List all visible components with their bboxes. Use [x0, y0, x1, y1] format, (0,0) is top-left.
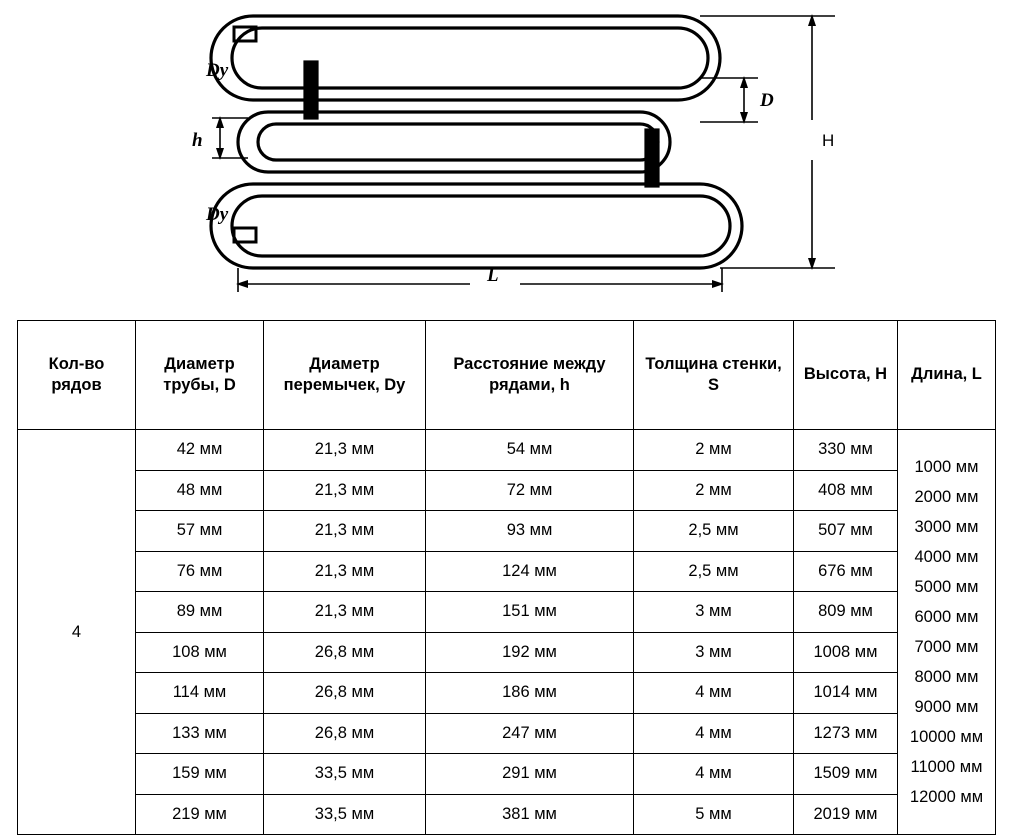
- table-body: [18, 430, 996, 835]
- table-row: [18, 713, 996, 754]
- cell-h: 186 мм: [426, 673, 634, 714]
- label-h: h: [192, 130, 203, 151]
- length-option: 8000 мм: [914, 668, 979, 687]
- cell-h: 54 мм: [426, 430, 634, 471]
- cell-h: 93 мм: [426, 511, 634, 552]
- cell-dy: 26,8 мм: [264, 713, 426, 754]
- cell-h: 291 мм: [426, 754, 634, 795]
- cell-d: 114 мм: [136, 673, 264, 714]
- cell-dy: 33,5 мм: [264, 754, 426, 795]
- pipe-outline: [211, 16, 720, 100]
- cell-height: 1014 мм: [794, 673, 898, 714]
- label-H: H: [822, 131, 835, 150]
- cell-dy: 21,3 мм: [264, 551, 426, 592]
- label-Dy-bottom: Dy: [206, 204, 229, 225]
- table-row: [18, 470, 996, 511]
- diagram-area: [0, 0, 1012, 312]
- coil-diagram: [0, 0, 1012, 312]
- cell-s: 2 мм: [634, 430, 794, 471]
- pipe-outline-2: [238, 112, 670, 172]
- cell-s: 3 мм: [634, 592, 794, 633]
- cell-height: 330 мм: [794, 430, 898, 471]
- cell-height: 809 мм: [794, 592, 898, 633]
- cell-d: 89 мм: [136, 592, 264, 633]
- length-option: 3000 мм: [914, 517, 979, 536]
- cell-height: 1008 мм: [794, 632, 898, 673]
- label-L: L: [487, 265, 499, 286]
- cell-s: 2 мм: [634, 470, 794, 511]
- pipe-outline-3: [211, 184, 742, 268]
- table-row: [18, 511, 996, 552]
- cell-lengths: [898, 430, 996, 835]
- cell-d: 108 мм: [136, 632, 264, 673]
- cell-s: 3 мм: [634, 632, 794, 673]
- length-option: 6000 мм: [914, 607, 979, 626]
- length-option: 1000 мм: [914, 457, 979, 476]
- length-option: 9000 мм: [914, 698, 979, 717]
- cell-height: 1509 мм: [794, 754, 898, 795]
- header-diameter-dy: Диаметр перемычек, Dy: [264, 321, 426, 430]
- cell-d: 76 мм: [136, 551, 264, 592]
- cell-h: 72 мм: [426, 470, 634, 511]
- table-row: [18, 632, 996, 673]
- cell-d: 133 мм: [136, 713, 264, 754]
- cell-dy: 26,8 мм: [264, 632, 426, 673]
- cell-height: 676 мм: [794, 551, 898, 592]
- length-option: 5000 мм: [914, 577, 979, 596]
- header-height: Высота, H: [794, 321, 898, 430]
- cell-d: 159 мм: [136, 754, 264, 795]
- length-option: 12000 мм: [909, 788, 984, 807]
- table-row: [18, 794, 996, 835]
- cell-rows-count: 4: [18, 430, 136, 835]
- cell-s: 4 мм: [634, 673, 794, 714]
- length-option: 2000 мм: [914, 487, 979, 506]
- cell-h: 192 мм: [426, 632, 634, 673]
- cell-h: 151 мм: [426, 592, 634, 633]
- dimension-L: [236, 268, 724, 292]
- table-row: [18, 592, 996, 633]
- cell-s: 4 мм: [634, 713, 794, 754]
- label-D: D: [760, 90, 774, 111]
- cell-s: 5 мм: [634, 794, 794, 835]
- specifications-table: [17, 320, 996, 835]
- cell-dy: 21,3 мм: [264, 470, 426, 511]
- table-row: [18, 754, 996, 795]
- cell-d: 219 мм: [136, 794, 264, 835]
- cell-s: 2,5 мм: [634, 511, 794, 552]
- cell-dy: 21,3 мм: [264, 430, 426, 471]
- cell-h: 247 мм: [426, 713, 634, 754]
- dimension-h: [212, 116, 248, 160]
- cell-d: 42 мм: [136, 430, 264, 471]
- cell-h: 381 мм: [426, 794, 634, 835]
- dimension-D: [700, 76, 758, 124]
- cell-dy: 26,8 мм: [264, 673, 426, 714]
- cell-dy: 21,3 мм: [264, 511, 426, 552]
- label-Dy-top: Dy: [206, 60, 229, 81]
- header-diameter-d: Диаметр трубы, D: [136, 321, 264, 430]
- header-length: Длина, L: [898, 321, 996, 430]
- header-wall-thickness: Толщина стенки, S: [634, 321, 794, 430]
- table-header-row: [18, 321, 996, 430]
- cell-height: 2019 мм: [794, 794, 898, 835]
- length-option: 7000 мм: [914, 638, 979, 656]
- cell-s: 2,5 мм: [634, 551, 794, 592]
- table-row: [18, 430, 996, 471]
- cell-height: 507 мм: [794, 511, 898, 552]
- cell-dy: 21,3 мм: [264, 592, 426, 633]
- header-row-spacing: Расстояние между рядами, h: [426, 321, 634, 430]
- cell-height: 408 мм: [794, 470, 898, 511]
- length-option: 11000 мм: [910, 758, 983, 777]
- table-row: [18, 551, 996, 592]
- cell-dy: 33,5 мм: [264, 794, 426, 835]
- cell-height: 1273 мм: [794, 713, 898, 754]
- table-row: [18, 673, 996, 714]
- cell-h: 124 мм: [426, 551, 634, 592]
- cell-s: 4 мм: [634, 754, 794, 795]
- cell-d: 48 мм: [136, 470, 264, 511]
- cell-d: 57 мм: [136, 511, 264, 552]
- length-option: 4000 мм: [914, 547, 979, 566]
- header-rows-count: Кол-во рядов: [18, 321, 136, 430]
- length-option: 10000 мм: [909, 728, 984, 747]
